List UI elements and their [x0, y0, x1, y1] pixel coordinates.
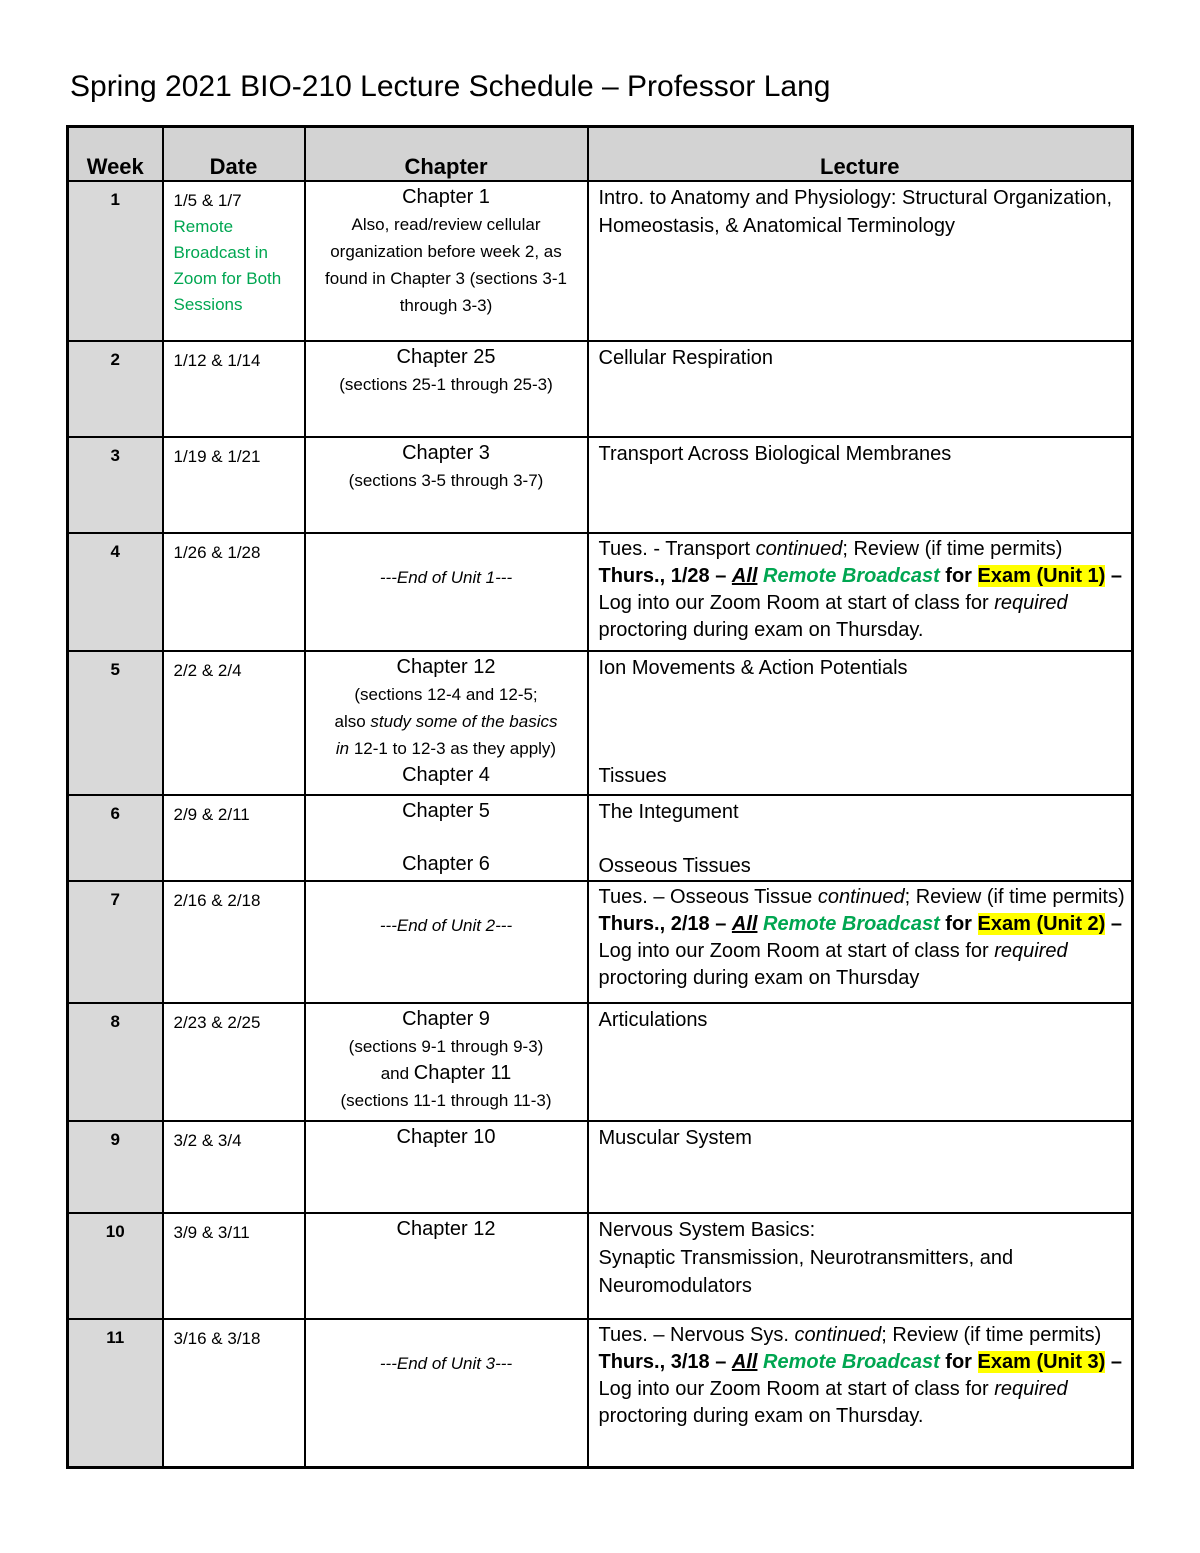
- chapter-note: (sections 25-1 through 25-3): [339, 375, 553, 394]
- review-text: ; Review: [842, 538, 920, 560]
- week-cell: 11: [68, 1319, 163, 1467]
- review-text: ; Review: [904, 886, 982, 908]
- lecture-cell: Cellular Respiration: [588, 341, 1133, 437]
- permits-text: (if time permits): [981, 886, 1125, 908]
- lecture-tues-text: Tues. – Nervous Sys.: [598, 1324, 795, 1346]
- table-row: [68, 1003, 1133, 1121]
- week-cell: 9: [68, 1121, 163, 1213]
- required-text: required: [994, 592, 1068, 614]
- chapter-note: Also, read/review cellular organization before week 2, as found in Chapter 3 (sections 3-1 through 3-3): [325, 215, 567, 315]
- date-cell: [163, 181, 305, 341]
- week-cell: 8: [68, 1003, 163, 1121]
- chapter-title: Chapter 25: [396, 346, 496, 368]
- table-row: [68, 881, 1133, 1003]
- lecture-tues-text: Tues. – Osseous Tissue: [598, 886, 818, 908]
- week-cell: 5: [68, 651, 163, 795]
- table-row: [68, 533, 1133, 651]
- page-title: Spring 2021 BIO-210 Lecture Schedule – Professor Lang: [70, 70, 831, 103]
- dash-text: –: [1105, 565, 1123, 587]
- continued-text: continued: [794, 1324, 882, 1346]
- table-row: [68, 437, 1133, 533]
- chapter-title: Chapter 12: [396, 656, 496, 678]
- week-cell: 4: [68, 533, 163, 651]
- lecture-cell: Muscular System: [588, 1121, 1133, 1213]
- chapter-title: Chapter 6: [402, 853, 490, 875]
- week-cell: 10: [68, 1213, 163, 1319]
- chapter-cell: [305, 533, 588, 651]
- table-row: [68, 1121, 1133, 1213]
- table-row: [68, 1319, 1133, 1467]
- header-week: Week: [68, 127, 163, 182]
- proctor-text: proctoring during exam on Thursday: [598, 967, 920, 989]
- lecture-cell: Transport Across Biological Membranes: [588, 437, 1133, 533]
- chapter-cell: [305, 341, 588, 437]
- for-text: for: [939, 565, 978, 587]
- date-cell: 2/2 & 2/4: [163, 651, 305, 795]
- thurs-text: Thurs., 3/18 –: [598, 1351, 732, 1373]
- for-text: for: [939, 1351, 978, 1373]
- table-row: [68, 651, 1133, 795]
- chapter-note: (sections 3-5 through 3-7): [348, 471, 544, 490]
- date-cell: 1/26 & 1/28: [163, 533, 305, 651]
- remote-broadcast-text: Remote Broadcast: [763, 1351, 940, 1373]
- unit-end-label: ---End of Unit 2---: [379, 916, 513, 935]
- lecture-cell: Articulations: [588, 1003, 1133, 1121]
- chapter-title: Chapter 5: [402, 800, 490, 822]
- permits-text: (if time permits): [957, 1324, 1102, 1346]
- lecture-cell: [588, 533, 1133, 651]
- date-cell: 1/19 & 1/21: [163, 437, 305, 533]
- exam-badge: Exam (Unit 2): [977, 913, 1106, 935]
- chapter-title: Chapter 4: [402, 764, 490, 786]
- thurs-text: Thurs., 1/28 –: [598, 565, 732, 587]
- chapter-title: Chapter 10: [396, 1126, 496, 1148]
- lecture-text: Nervous System Basics:: [598, 1219, 816, 1241]
- header-lecture: Lecture: [588, 127, 1133, 182]
- chapter-title: Chapter 1: [402, 186, 490, 208]
- chapter-note: also: [334, 712, 371, 731]
- date-cell: 3/16 & 3/18: [163, 1319, 305, 1467]
- lecture-cell: [588, 881, 1133, 1003]
- chapter-cell: [305, 881, 588, 1003]
- chapter-cell: [305, 651, 588, 795]
- chapter-cell: [305, 1213, 588, 1319]
- week-cell: 7: [68, 881, 163, 1003]
- date-cell: 3/2 & 3/4: [163, 1121, 305, 1213]
- chapter-title: Chapter 12: [396, 1218, 496, 1240]
- remote-broadcast-text: Remote Broadcast: [763, 565, 940, 587]
- table-row: [68, 341, 1133, 437]
- chapter-title: Chapter 3: [402, 442, 490, 464]
- continued-text: continued: [817, 886, 905, 908]
- exam-badge: Exam (Unit 1): [977, 565, 1106, 587]
- lecture-cell: [588, 1319, 1133, 1467]
- lecture-cell: [588, 1213, 1133, 1319]
- unit-end-label: ---End of Unit 3---: [379, 1354, 513, 1373]
- date-cell: 1/12 & 1/14: [163, 341, 305, 437]
- chapter-note: 12-1 to 12-3 as they apply): [349, 739, 557, 758]
- chapter-cell: [305, 1121, 588, 1213]
- continued-text: continued: [755, 538, 843, 560]
- chapter-note: (sections 11-1 through 11-3): [340, 1091, 552, 1110]
- log-text: Log into our Zoom Room at start of class for: [598, 940, 995, 962]
- required-text: required: [994, 940, 1068, 962]
- chapter-cell: [305, 437, 588, 533]
- log-text: Log into our Zoom Room at start of class for: [598, 1378, 995, 1400]
- lecture-text: Synaptic Transmission, Neurotransmitters, and Neuromodulators: [598, 1247, 1014, 1297]
- lecture-cell: [588, 795, 1133, 881]
- header-date: Date: [163, 127, 305, 182]
- dash-text: –: [1105, 913, 1123, 935]
- thurs-text: Thurs., 2/18 –: [598, 913, 732, 935]
- required-text: required: [994, 1378, 1068, 1400]
- chapter-title: Chapter 11: [413, 1062, 512, 1084]
- log-text: Log into our Zoom Room at start of class for: [598, 592, 995, 614]
- date-cell: 3/9 & 3/11: [163, 1213, 305, 1319]
- permits-text: (if time permits): [919, 538, 1063, 560]
- chapter-note-italic: in: [335, 739, 350, 758]
- exam-badge: Exam (Unit 3): [977, 1351, 1106, 1373]
- all-text: All: [731, 565, 758, 587]
- date-text: 1/5 & 1/7: [173, 191, 242, 210]
- proctor-text: proctoring during exam on Thursday.: [598, 1405, 924, 1427]
- week-cell: 6: [68, 795, 163, 881]
- all-text: All: [731, 913, 758, 935]
- chapter-note-italic: study some of the basics: [370, 712, 558, 731]
- table-row: [68, 181, 1133, 341]
- all-text: All: [731, 1351, 758, 1373]
- lecture-cell: [588, 651, 1133, 795]
- review-text: ; Review: [881, 1324, 958, 1346]
- lecture-text: Osseous Tissues: [598, 855, 751, 877]
- chapter-cell: [305, 1003, 588, 1121]
- header-chapter: Chapter: [305, 127, 588, 182]
- lecture-cell: Intro. to Anatomy and Physiology: Structural Organization, Homeostasis, & Anatomical Terminology: [588, 181, 1133, 341]
- remote-broadcast-text: Remote Broadcast: [763, 913, 940, 935]
- header-row: [68, 127, 1133, 182]
- lecture-text: The Integument: [598, 801, 739, 823]
- date-note: Remote Broadcast in Zoom for Both Sessions: [173, 217, 282, 314]
- lecture-text: Tissues: [598, 765, 667, 787]
- schedule-table: [66, 125, 1134, 1469]
- chapter-title: Chapter 9: [402, 1008, 490, 1030]
- for-text: for: [939, 913, 978, 935]
- chapter-and-text: and: [380, 1064, 414, 1083]
- date-cell: 2/16 & 2/18: [163, 881, 305, 1003]
- chapter-cell: [305, 181, 588, 341]
- table-row: [68, 1213, 1133, 1319]
- date-cell: 2/23 & 2/25: [163, 1003, 305, 1121]
- proctor-text: proctoring during exam on Thursday.: [598, 619, 924, 641]
- table-row: [68, 795, 1133, 881]
- chapter-cell: [305, 795, 588, 881]
- date-cell: 2/9 & 2/11: [163, 795, 305, 881]
- unit-end-label: ---End of Unit 1---: [379, 568, 513, 587]
- week-cell: 3: [68, 437, 163, 533]
- chapter-note: (sections 9-1 through 9-3): [348, 1037, 544, 1056]
- dash-text: –: [1105, 1351, 1123, 1373]
- chapter-note: (sections 12-4 and 12-5;: [354, 685, 538, 704]
- chapter-cell: [305, 1319, 588, 1467]
- lecture-text: Ion Movements & Action Potentials: [598, 657, 908, 679]
- week-cell: 1: [68, 181, 163, 341]
- lecture-tues-text: Tues. - Transport: [598, 538, 756, 560]
- week-cell: 2: [68, 341, 163, 437]
